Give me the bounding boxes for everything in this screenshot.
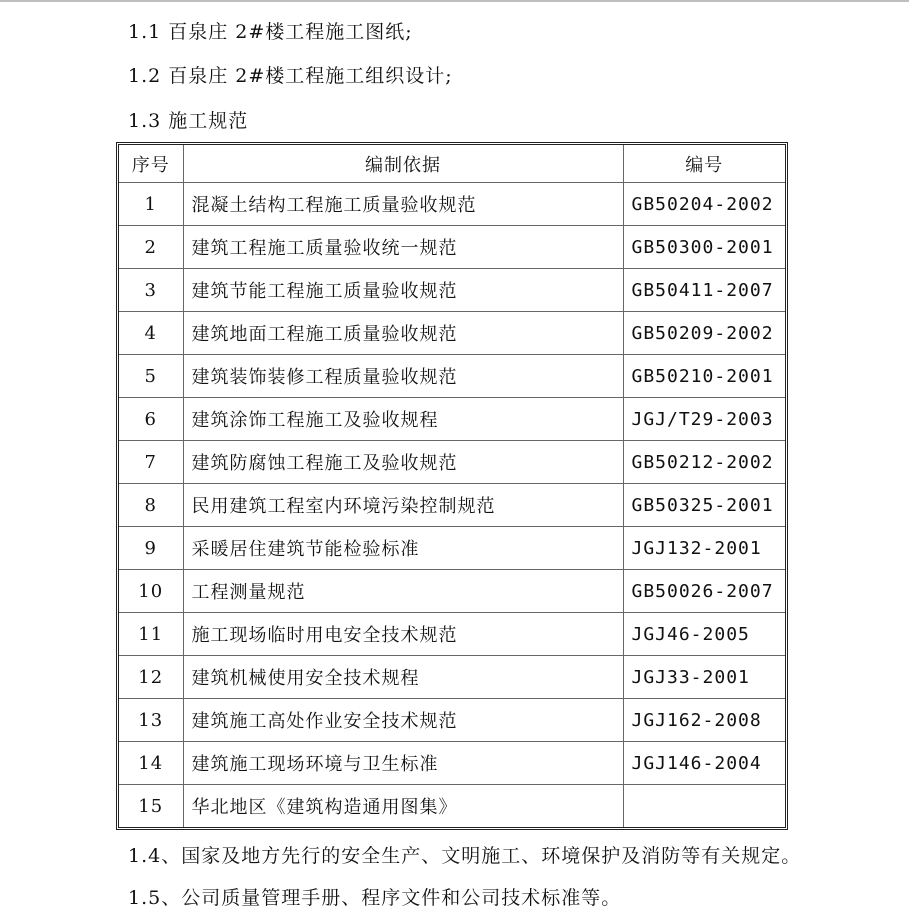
table-row	[119, 570, 785, 613]
table-row	[119, 527, 785, 570]
row-number: 3	[119, 269, 183, 312]
row-code: GB50210-2001	[623, 355, 785, 398]
row-basis: 建筑工程施工质量验收统一规范	[183, 226, 623, 269]
row-basis: 建筑装饰装修工程质量验收规范	[183, 355, 623, 398]
table-row	[119, 699, 785, 742]
row-basis: 建筑施工现场环境与卫生标准	[183, 742, 623, 785]
row-number: 8	[119, 484, 183, 527]
row-code: GB50325-2001	[623, 484, 785, 527]
row-number: 6	[119, 398, 183, 441]
header-basis: 编制依据	[183, 145, 623, 183]
row-basis: 施工现场临时用电安全技术规范	[183, 613, 623, 656]
table-row	[119, 441, 785, 484]
table-row	[119, 613, 785, 656]
row-number: 13	[119, 699, 183, 742]
table-row	[119, 656, 785, 699]
row-basis: 建筑节能工程施工质量验收规范	[183, 269, 623, 312]
row-code: JGJ33-2001	[623, 656, 785, 699]
row-code: GB50411-2007	[623, 269, 785, 312]
table-row	[119, 312, 785, 355]
table-row	[119, 398, 785, 441]
row-number: 1	[119, 183, 183, 226]
row-code: JGJ132-2001	[623, 527, 785, 570]
table-row	[119, 742, 785, 785]
row-basis: 建筑防腐蚀工程施工及验收规范	[183, 441, 623, 484]
row-number: 10	[119, 570, 183, 613]
paragraph-1-3: 1.3 施工规范	[128, 110, 249, 132]
row-number: 14	[119, 742, 183, 785]
table-header-row	[119, 145, 785, 183]
header-code: 编号	[623, 145, 785, 183]
row-basis: 建筑施工高处作业安全技术规范	[183, 699, 623, 742]
row-basis: 建筑涂饰工程施工及验收规程	[183, 398, 623, 441]
row-basis: 工程测量规范	[183, 570, 623, 613]
row-code: JGJ46-2005	[623, 613, 785, 656]
row-basis: 采暖居住建筑节能检验标准	[183, 527, 623, 570]
row-code: GB50300-2001	[623, 226, 785, 269]
row-code: GB50212-2002	[623, 441, 785, 484]
row-code: GB50026-2007	[623, 570, 785, 613]
row-code: JGJ146-2004	[623, 742, 785, 785]
row-number: 15	[119, 785, 183, 828]
header-no: 序号	[119, 145, 183, 183]
paragraph-1-1: 1.1 百泉庄 2#楼工程施工图纸;	[128, 21, 413, 43]
table-row	[119, 183, 785, 226]
row-number: 4	[119, 312, 183, 355]
row-number: 7	[119, 441, 183, 484]
row-basis: 民用建筑工程室内环境污染控制规范	[183, 484, 623, 527]
table-row	[119, 484, 785, 527]
row-number: 5	[119, 355, 183, 398]
table-row	[119, 226, 785, 269]
paragraph-1-5: 1.5、公司质量管理手册、程序文件和公司技术标准等。	[128, 887, 622, 909]
table-row	[119, 355, 785, 398]
row-code: GB50209-2002	[623, 312, 785, 355]
row-basis: 混凝土结构工程施工质量验收规范	[183, 183, 623, 226]
paragraph-1-2: 1.2 百泉庄 2#楼工程施工组织设计;	[128, 65, 453, 87]
row-code: GB50204-2002	[623, 183, 785, 226]
row-number: 2	[119, 226, 183, 269]
top-divider	[0, 0, 909, 2]
row-basis: 建筑机械使用安全技术规程	[183, 656, 623, 699]
row-basis: 华北地区《建筑构造通用图集》	[183, 785, 623, 828]
row-code: JGJ/T29-2003	[623, 398, 785, 441]
row-number: 12	[119, 656, 183, 699]
row-basis: 建筑地面工程施工质量验收规范	[183, 312, 623, 355]
table-row	[119, 269, 785, 312]
row-code: JGJ162-2008	[623, 699, 785, 742]
paragraph-1-4: 1.4、国家及地方先行的安全生产、文明施工、环境保护及消防等有关规定。	[128, 845, 802, 867]
row-number: 9	[119, 527, 183, 570]
row-number: 11	[119, 613, 183, 656]
table-row	[119, 785, 785, 828]
spec-table	[119, 145, 785, 827]
row-code	[623, 785, 785, 828]
spec-table-frame	[116, 142, 788, 830]
